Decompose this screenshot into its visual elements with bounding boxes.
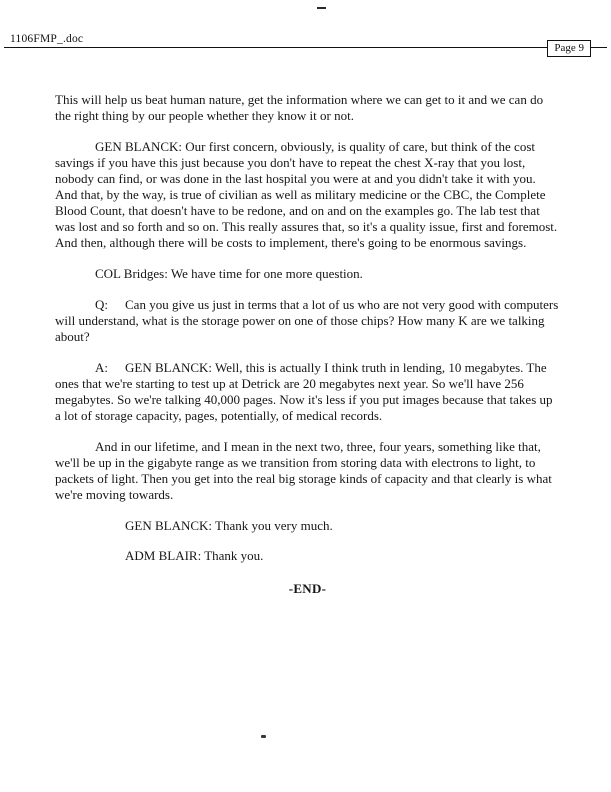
- paragraph: And in our lifetime, and I mean in the next two, three, four years, something like that, we'll be up in the gigabyte range as we transition from storing data with electrons to light, to packets of light. Then you get into the real big storage kinds of capacity and that clearly is what we're moving towards.: [55, 439, 552, 502]
- paragraph: [55, 360, 560, 424]
- document-body: [55, 92, 560, 612]
- paragraph-text: Can you give us just in terms that a lot of us who are not very good with computers will understand, what is the storage power on one of those chips? How many K are we talking about?: [55, 297, 559, 344]
- page-number-badge: Page 9: [547, 40, 591, 57]
- scan-artifact-top: [317, 7, 326, 9]
- document-filename: 1106FMP_.doc: [10, 33, 84, 45]
- paragraph: This will help us beat human nature, get the information where we can get to it and we can do the right thing by our people whether they know it or not.: [55, 92, 544, 123]
- paragraph: [55, 297, 560, 345]
- paragraph-text: GEN BLANCK: Well, this is actually I think truth in lending, 10 megabytes. The ones that we're starting to test up at Detrick are 20 megabytes next year. So we'll have 256 megabytes. So we're talking 40,000 pages. Now it's less if you put images because that takes up a lot of storage capacity, pages, potentially, of medical records.: [55, 360, 553, 423]
- paragraph: GEN BLANCK: Our first concern, obviously, is quality of care, but think of the cost savings if you have this just because you don't have to repeat the chest X-ray that you lost, nobody can find, or was done in the last hospital you were at and you didn't take it with you. And that, by the way, is true of civilian as well as military medicine or the CBC, the Complete Blood Count, that doesn't have to be redone, and on and on the examples go. The lab test that was lost and so forth and so on. This really assures that, so it's a quality issue, first and foremost. And then, although there will be costs to implement, there's going to be enormous savings.: [55, 139, 558, 250]
- end-marker: -END-: [288, 581, 327, 596]
- speaker-prefix: Q:: [95, 297, 108, 312]
- paragraph: COL Bridges: We have time for one more question.: [95, 266, 363, 281]
- scan-artifact-bottom: [261, 735, 266, 738]
- closing-line: ADM BLAIR: Thank you.: [125, 548, 264, 563]
- header-rule: [4, 47, 607, 48]
- closing-line: GEN BLANCK: Thank you very much.: [125, 518, 333, 533]
- speaker-prefix: A:: [95, 360, 108, 375]
